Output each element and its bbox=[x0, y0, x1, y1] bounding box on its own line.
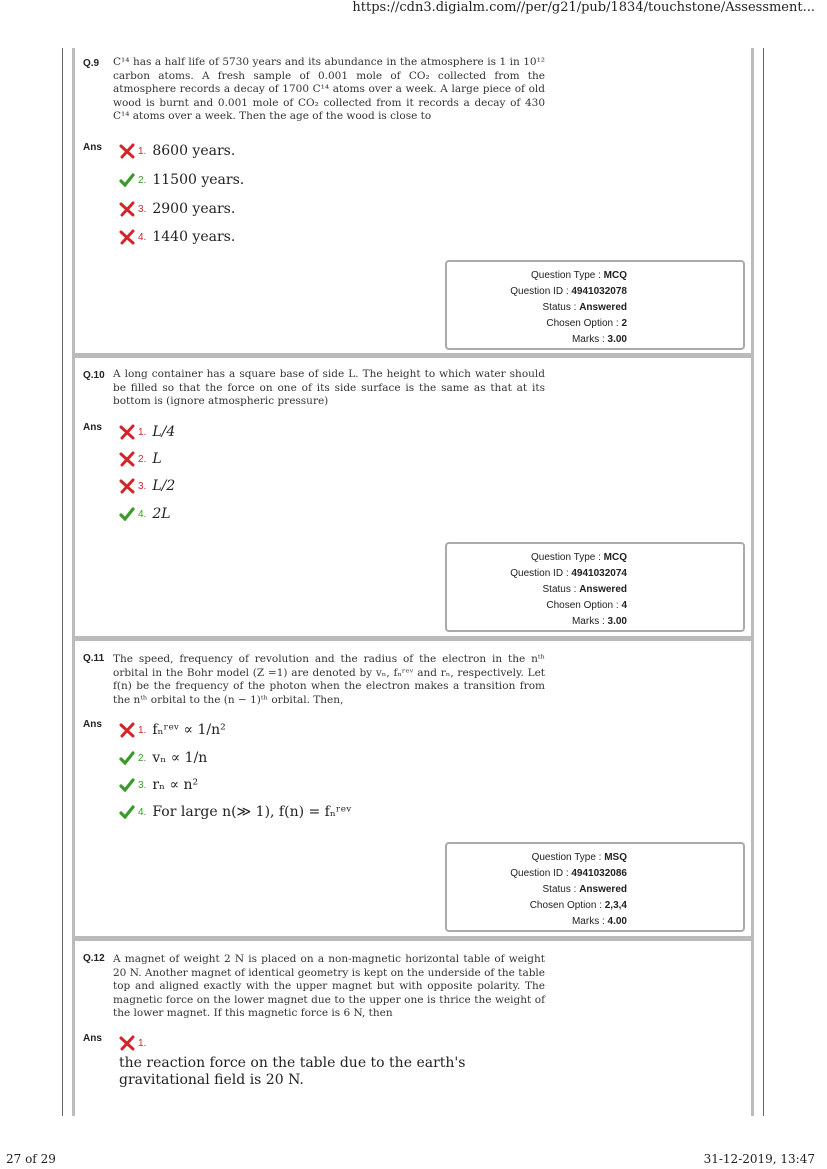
check-icon bbox=[119, 172, 135, 188]
option-text: For large n(≫ 1), f(n) = fₙʳᵉᵛ bbox=[152, 804, 352, 820]
info-label: Question ID : bbox=[510, 286, 572, 297]
option-number: 3. bbox=[138, 480, 147, 492]
cross-icon bbox=[119, 451, 135, 467]
option-text: vₙ ∝ 1/n bbox=[152, 750, 208, 766]
cross-icon bbox=[119, 424, 135, 440]
option-text: 2L bbox=[152, 506, 171, 522]
chosen-option: 4 bbox=[621, 600, 627, 611]
status: Answered bbox=[579, 584, 627, 595]
question-number: Q.10 bbox=[83, 370, 105, 381]
cross-icon bbox=[119, 143, 135, 159]
info-label: Question Type : bbox=[531, 852, 605, 863]
response-sheet bbox=[62, 48, 764, 1116]
answer-label: Ans bbox=[83, 422, 102, 433]
option-1 bbox=[119, 422, 175, 442]
info-label: Question Type : bbox=[531, 270, 604, 281]
info-label: Question ID : bbox=[510, 868, 572, 879]
option-number: 2. bbox=[138, 752, 147, 764]
option-text: L bbox=[152, 451, 162, 467]
print-datetime: 31-12-2019, 13:47 bbox=[703, 1152, 815, 1166]
cross-icon bbox=[119, 722, 135, 738]
question-type: MCQ bbox=[603, 270, 627, 281]
option-3 bbox=[119, 476, 175, 496]
option-4 bbox=[119, 504, 171, 524]
question-panel-q12 bbox=[72, 941, 754, 1116]
info-label: Status : bbox=[542, 302, 580, 313]
page-url: https://cdn3.digialm.com//per/g21/pub/1834/touchstone/Assessment... bbox=[352, 0, 815, 15]
cross-icon bbox=[119, 478, 135, 494]
question-id: 4941032078 bbox=[571, 286, 627, 297]
info-label: Chosen Option : bbox=[529, 900, 605, 911]
question-panel-q10 bbox=[72, 358, 754, 641]
question-panel-q9 bbox=[72, 48, 754, 358]
info-label: Question ID : bbox=[510, 568, 572, 579]
cross-icon bbox=[119, 201, 135, 217]
option-2 bbox=[119, 449, 162, 469]
cross-icon bbox=[119, 229, 135, 245]
option-number: 2. bbox=[138, 453, 147, 465]
info-label: Status : bbox=[542, 584, 580, 595]
answer-label: Ans bbox=[83, 1033, 102, 1044]
option-number: 3. bbox=[138, 203, 147, 215]
question-text: A magnet of weight 2 N is placed on a non-magnetic horizontal table of weight 20 N. Another magnet of identical geometry is kept on the underside of the table top and aligned exactly with the upper magnet but with opposite polarity. The magnetic force on the lower magnet due to the upper one is thrice the weight of the lower magnet. If this magnetic force is 6 N, then bbox=[113, 953, 545, 1019]
option-1 bbox=[119, 720, 226, 740]
info-label: Marks : bbox=[571, 616, 608, 627]
status: Answered bbox=[579, 302, 627, 313]
answer-label: Ans bbox=[83, 142, 102, 153]
option-4 bbox=[119, 227, 235, 247]
question-info-box bbox=[445, 842, 745, 932]
question-number: Q.12 bbox=[83, 953, 105, 964]
option-text: the reaction force on the table due to the earth's gravitational field is 20 N. bbox=[119, 1055, 466, 1088]
marks: 3.00 bbox=[607, 334, 627, 345]
option-1 bbox=[119, 1033, 152, 1053]
question-text: A long container has a square base of side L. The height to which water should be filled so that the force on one of its side surface is the same as that at its bottom is (ignore atmospheric pressure) bbox=[113, 368, 545, 407]
option-number: 4. bbox=[138, 806, 147, 818]
cross-icon bbox=[119, 1035, 135, 1051]
info-label: Chosen Option : bbox=[546, 318, 622, 329]
info-label: Status : bbox=[542, 884, 580, 895]
info-label: Question Type : bbox=[531, 552, 604, 563]
question-number: Q.9 bbox=[83, 58, 100, 69]
check-icon bbox=[119, 506, 135, 522]
option-4 bbox=[119, 802, 351, 822]
chosen-option: 2,3,4 bbox=[604, 900, 627, 911]
option-number: 1. bbox=[138, 1037, 147, 1049]
option-text: 8600 years. bbox=[152, 143, 236, 159]
option-3 bbox=[119, 199, 235, 219]
marks: 3.00 bbox=[607, 616, 627, 627]
option-text: fₙʳᵉᵛ ∝ 1/n² bbox=[152, 722, 226, 738]
check-icon bbox=[119, 777, 135, 793]
option-text: 11500 years. bbox=[152, 172, 245, 188]
option-1 bbox=[119, 141, 235, 161]
option-text: L/4 bbox=[152, 424, 176, 440]
option-text: 1440 years. bbox=[152, 229, 236, 245]
info-label: Marks : bbox=[571, 916, 608, 927]
question-text: The speed, frequency of revolution and the radius of the electron in the nᵗʰ orbital in the Bohr model (Z =1) are denoted by vₙ, fₙʳᵉᵛ and rₙ, respectively. Let f(n) be the frequency of the photon when the electron makes a transition from the nᵗʰ orbital to the (n − 1)ᵗʰ orbital. Then, bbox=[113, 653, 545, 706]
option-number: 2. bbox=[138, 174, 147, 186]
chosen-option: 2 bbox=[621, 318, 627, 329]
question-panel-q11 bbox=[72, 641, 754, 941]
info-label: Marks : bbox=[571, 334, 608, 345]
status: Answered bbox=[579, 884, 627, 895]
option-text: L/2 bbox=[152, 478, 176, 494]
question-text: C¹⁴ has a half life of 5730 years and its abundance in the atmosphere is 1 in 10¹² carbon atoms. A fresh sample of 0.001 mole of CO₂ collected from the atmosphere records a decay of 1700 C¹⁴ atoms over a week. A large piece of old wood is burnt and 0.001 mole of CO₂ collected from it records a decay of 430 C¹⁴ atoms over a week. Then the age of the wood is close to bbox=[113, 56, 545, 122]
answer-label: Ans bbox=[83, 719, 102, 730]
option-text: 2900 years. bbox=[152, 201, 236, 217]
option-number: 3. bbox=[138, 779, 147, 791]
page-number: 27 of 29 bbox=[6, 1152, 56, 1166]
question-info-box bbox=[445, 542, 745, 632]
option-text: rₙ ∝ n² bbox=[152, 777, 199, 793]
option-2 bbox=[119, 748, 207, 768]
option-number: 4. bbox=[138, 231, 147, 243]
marks: 4.00 bbox=[607, 916, 627, 927]
question-number: Q.11 bbox=[83, 653, 105, 664]
question-type: MCQ bbox=[603, 552, 627, 563]
check-icon bbox=[119, 804, 135, 820]
option-3 bbox=[119, 775, 198, 795]
option-number: 1. bbox=[138, 145, 147, 157]
option-number: 4. bbox=[138, 508, 147, 520]
question-id: 4941032074 bbox=[571, 568, 627, 579]
option-number: 1. bbox=[138, 426, 147, 438]
check-icon bbox=[119, 750, 135, 766]
question-info-box bbox=[445, 260, 745, 350]
option-number: 1. bbox=[138, 724, 147, 736]
option-2 bbox=[119, 170, 244, 190]
question-type: MSQ bbox=[604, 852, 627, 863]
info-label: Chosen Option : bbox=[546, 600, 622, 611]
question-id: 4941032086 bbox=[571, 868, 627, 879]
